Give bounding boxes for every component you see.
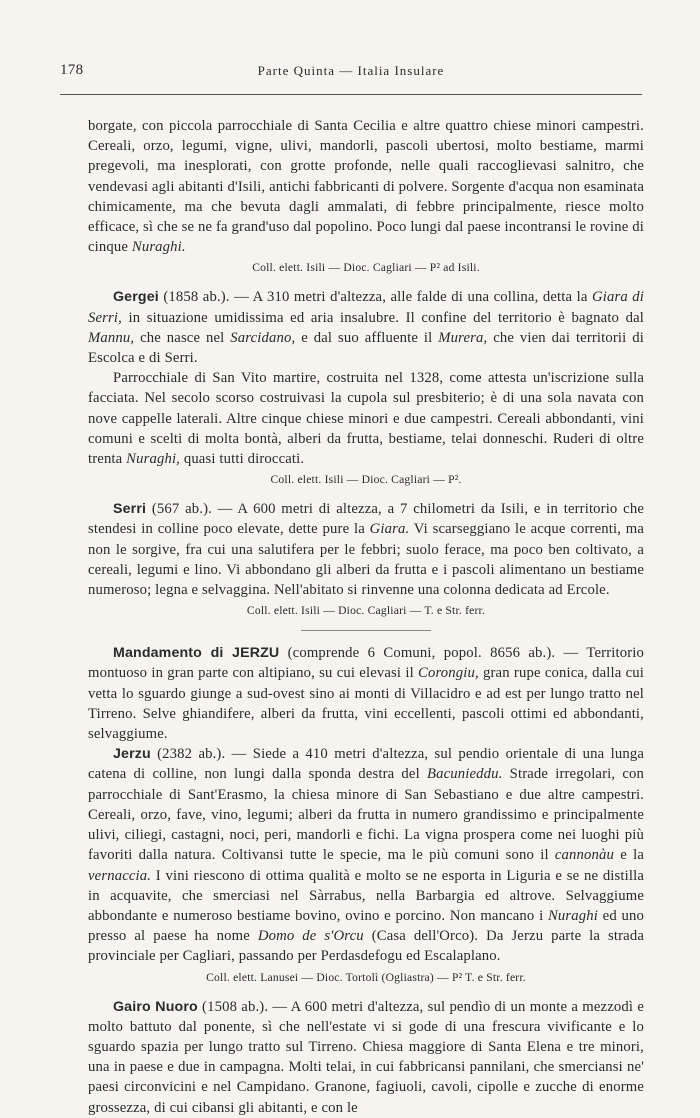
page-number: 178 (60, 62, 84, 78)
electoral-note: Coll. elett. Isili — Dioc. Cagliari — P² ad Isili. (252, 261, 480, 275)
entry-title: Jerzu (113, 746, 151, 763)
running-title: Parte Quinta — Italia Insulare (257, 63, 445, 78)
entry-gergei: Gergei (1858 ab.). — A 310 metri d'altezza, alle falde di una collina, detta la Giara di Serri, in situazione umidissima ed aria insalubre. Il confine del territorio è bagnato dal Mannu, che nasce nel Sarcidano, e dal suo affluente il Murera, che vien dai territorii di Escolca e di Serri. (88, 289, 645, 367)
page-body (88, 116, 644, 1118)
electoral-note: Coll. elett. Isili — Dioc. Cagliari — T. e Str. ferr. (246, 604, 486, 618)
entry-title: Serri (113, 501, 147, 518)
entry-mandamento-jerzu: Mandamento di JERZU (comprende 6 Comuni, popol. 8656 ab.). — Territorio montuoso in gran parte con altipiano, su cui elevasi il Corongiu, gran rupe conica, dalla cui vetta lo sguardo giunge a sud-ovest sino ai monti di Villacidro e ad est per lungo tratto nel Tirreno. Selve ghiandifere, alberi da frutta, vini eccellenti, pascoli ottimi ed abbondanti, selvaggiume. (88, 645, 644, 743)
entry-title: Mandamento di JERZU (113, 645, 280, 662)
paragraph-continuation: borgate, con piccola parrocchiale di Santa Cecilia e altre quattro chiese minori campestri. Cereali, orzo, legumi, vigne, ulivi, mandorli, pascoli ubertosi, molto bestiame, marmi pregevoli, ma inesplorati, con grotte profonde, nelle quali raccoglievasi salnitro, che vendevasi agli abitanti d'Isili, antichi fabbricanti di polvere. Sorgente d'acqua non esaminata chimicamente, ma che bevuta dagli ammalati, di febbre principalmente, riesce molto efficace, sì che se ne fa grand'uso dal popolino. Poco lungi dal paese incontransi le rovine di cinque Nuraghi. (88, 118, 644, 256)
header-rule (60, 94, 642, 95)
entry-title: Gergei (113, 289, 159, 306)
entry-gairo-nuoro: Gairo Nuoro (1508 ab.). — A 600 metri d'altezza, sul pendìo di un monte a mezzodì e molto battuto dal ponente, sì che nell'estate vi si gode di una frescura vivificante e lo sguardo spazia per lungo tratto sul Tirreno. Chiesa maggiore di Santa Elena e tre minori, una in paese e due in campagna. Molti telai, in cui fabbricansi pannilani, che smerciansi ne' paesi circonvicini e nel Campidano. Granone, fagiuoli, cavoli, cipolle e zucche di enorme grossezza, di cui cibansi gli abitanti, e con le (88, 998, 644, 1116)
electoral-note: Coll. elett. Isili — Dioc. Cagliari — P². (270, 473, 462, 487)
section-divider (301, 630, 431, 631)
entry-title: Gairo Nuoro (113, 998, 198, 1015)
entry-serri: Serri (567 ab.). — A 600 metri di altezza, a 7 chilometri da Isili, e in territorio che stendesi in colline poco elevate, dette pure la Giara. Vi scarseggiano le acque correnti, ma non le sorgive, fra cui una salutifera per le febbri; suolo ferace, ma poco ben coltivato, a cereali, legumi e lino. Vi abbondano gli alberi da frutta e i pascoli alimentano un bestiame numeroso; legna e selvaggina. Nell'abitato si rinvenne una colonna dedicata ad Ercole. (88, 501, 644, 599)
page-header (60, 62, 642, 84)
entry-jerzu: Jerzu (2382 ab.). — Siede a 410 metri d'altezza, sul pendio orientale di una lunga catena di colline, non lungi dalla sponda destra del Bacunieddu. Strade irregolari, con parrocchiale di Sant'Erasmo, la chiesa minore di San Sebastiano e due altre campestri. Cereali, orzo, fave, vino, legumi; alberi da frutta in numero grandissimo e principalmente ulivi, ciliegi, castagni, noci, peri, mandorli e fichi. La vigna prospera come nei luoghi più favoriti dalla natura. Coltivansi tutte le specie, ma le più comuni sono il cannonàu e la vernaccia. I vini riescono di ottima qualità e molto se ne esporta in Liguria e se ne distilla in acquavite, che smerciasi nel Sàrrabus, nella Barbargia ed altrove. Selvaggiume abbondante e numeroso bestiame bovino, ovino e porcino. Non mancano i Nuraghi ed uno presso al paese ha nome Domo de s'Orcu (Casa dell'Orco). Da Jerzu parte la strada provinciale per Cagliari, passando per Perdasdefogu ed Escalaplano. (88, 746, 645, 965)
electoral-note: Coll. elett. Lanusei — Dioc. Tortolì (Ogliastra) — P² T. e Str. ferr. (206, 970, 526, 984)
paragraph: Parrocchiale di San Vito martire, costruita nel 1328, come attesta un'iscrizione sulla facciata. Nel secolo scorso costruivasi la cupola sul presbiterio; è di una sola navata con nove cappelle laterali. Altre cinque chiese minori e due campestri. Cereali abbondanti, vini comuni e scelti di molta bontà, alberi da frutta, bestiame, telai donneschi. Ruderi di oltre trenta Nuraghi, quasi tutti diroccati. (88, 370, 644, 468)
